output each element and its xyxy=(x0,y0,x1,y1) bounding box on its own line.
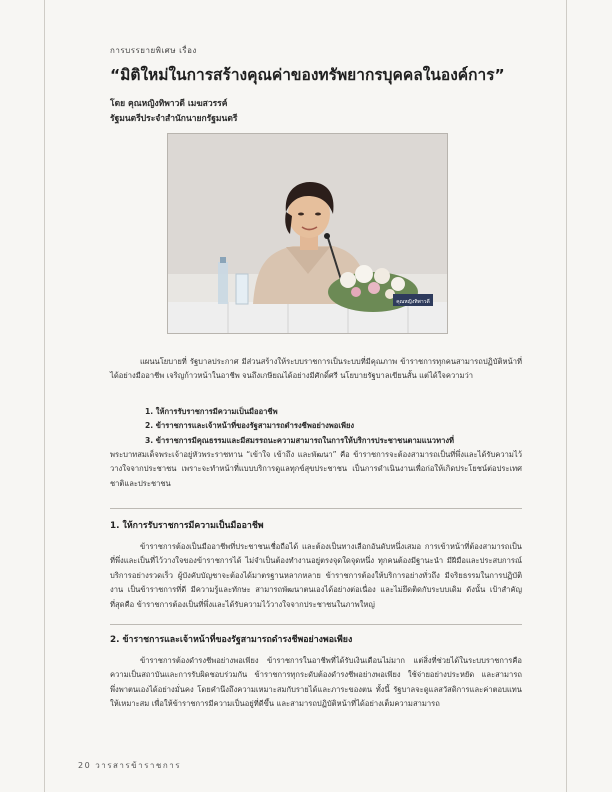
author-name: โดย คุณหญิงทิพาวดี เมฆสวรรค์ xyxy=(110,99,228,109)
section1-heading: 1. ให้การรับราชการมีความเป็นมืออาชีพ xyxy=(110,521,264,531)
policy-item: 2. ข้าราชการและเจ้าหน้าที่ของรัฐสามารถดำรงชีพอย่างพอเพียง xyxy=(145,421,355,431)
section2-heading: 2. ข้าราชการและเจ้าหน้าที่ของรัฐสามารถดำรงชีพอย่างพอเพียง xyxy=(110,635,353,645)
page-footer: 20 วารสารข้าราชการ xyxy=(78,761,181,770)
page-right-edge xyxy=(566,0,567,792)
section-divider xyxy=(110,508,522,509)
speaker-photo xyxy=(167,133,448,334)
policy-item: 1. ให้การรับราชการมีความเป็นมืออาชีพ xyxy=(145,407,278,416)
item3-continuation-text: พระบาทสมเด็จพระเจ้าอยู่หัวพระราชทาน “เข้าใจ เข้าถึง และพัฒนา” คือ ข้าราชการจะต้องสามารถเป็นที่พึ่งและได้รับความไว้วางใจจากประชาชน เพราะจะทำหน้าที่แบบบริการดูแลทุกข์สุขประชาชน เป็นการดำเนินงานเพื่อก่อให้เกิดประโยชน์ต่อประเทศชาติและประชาชน xyxy=(110,450,522,488)
author-role: รัฐมนตรีประจำสำนักนายกรัฐมนตรี xyxy=(110,114,238,124)
intro-paragraph xyxy=(110,355,522,384)
speaker-photo-illustration xyxy=(168,134,447,333)
section2-body xyxy=(110,654,522,712)
policy-item: 3. ข้าราชการมีคุณธรรมและมีสมรรถนะความสามารถในการให้บริการประชาชนตามแนวทางที่ xyxy=(145,435,455,445)
article-title: “มิติใหม่ในการสร้างคุณค่าของทรัพยากรบุคคลในองค์การ” xyxy=(110,66,505,84)
intro-paragraph-text: แผนนโยบายที่ รัฐบาลประกาศ มีส่วนสร้างให้ระบบราชการเป็นระบบที่มีคุณภาพ ข้าราชการทุกคนสามารถปฏิบัติหน้าที่ได้อย่างมืออาชีพ เจริญก้าวหน้าในอาชีพ จนถึงเกษียณได้อย่างมีศักดิ์ศรี นโยบายรัฐบาลเขียนสั้น แต่ได้ใจความว่า xyxy=(110,357,522,381)
section1-body xyxy=(110,540,522,612)
section2-paragraph: ข้าราชการต้องดำรงชีพอย่างพอเพียง ข้าราชการในอาชีพที่ได้รับเงินเดือนไม่มาก แต่สิ่งที่ช่วยได้ในระบบราชการคือ ความเป็นสถาบันและการรับผิดชอบร่วมกัน ข้าราชการทุกระดับต้องดำรงชีพอย่างพอเพียง ใช้จ่ายอย่างประหยัด และสามารถพึ่งพาตนเองได้อย่างมั่นคง โดยคำนึงถึงความเหมาะสมกับรายได้และภาระของตน ทั้งนี้ รัฐบาลจะดูแลสวัสดิการและค่าตอบแทนให้เหมาะสม เพื่อให้ข้าราชการมีความเป็นอยู่ที่ดีขึ้น และสามารถปฏิบัติหน้าที่ได้อย่างเต็มความสามารถ xyxy=(110,656,522,709)
page-left-edge xyxy=(44,0,45,792)
policy-list xyxy=(145,405,525,448)
item3-continuation xyxy=(110,448,522,491)
section-divider xyxy=(110,624,522,625)
section-label: การบรรยายพิเศษ เรื่อง xyxy=(110,46,197,55)
name-plate-text: คุณหญิงทิพาวดี xyxy=(396,299,430,305)
section1-paragraph: ข้าราชการต้องเป็นมืออาชีพที่ประชาชนเชื่อถือได้ และต้องเป็นทางเลือกอันดับหนึ่งเสมอ การเข้าหน้าที่ต้องสามารถเป็นที่พึ่งและเป็นที่ไว้วางใจของข้าราชการได้ ไม่จำเป็นต้องทำงานอยู่ตรงจุดใดจุดหนึ่ง ทุกคนต้องมีฐานะนำ มีฝีมือและประสบการณ์ บริการอย่างรวดเร็ว ผู้บังคับบัญชาจะต้องได้มาตรฐานหลากหลาย ข้าราชการต้องให้บริการอย่างทั่วถึง มีจริยธรรมในการปฏิบัติงาน เป็นข้าราชการที่ดี มีความรู้และทักษะ สามารถพัฒนาตนเองได้อย่างต่อเนื่อง และไม่ยึดติดกับระบบเดิม ดังนั้น เป้าสำคัญที่สุดคือ ข้าราชการต้องเป็นที่พึ่งและได้รับความไว้วางใจจากประชาชนในภาพใหญ่ xyxy=(110,542,522,609)
